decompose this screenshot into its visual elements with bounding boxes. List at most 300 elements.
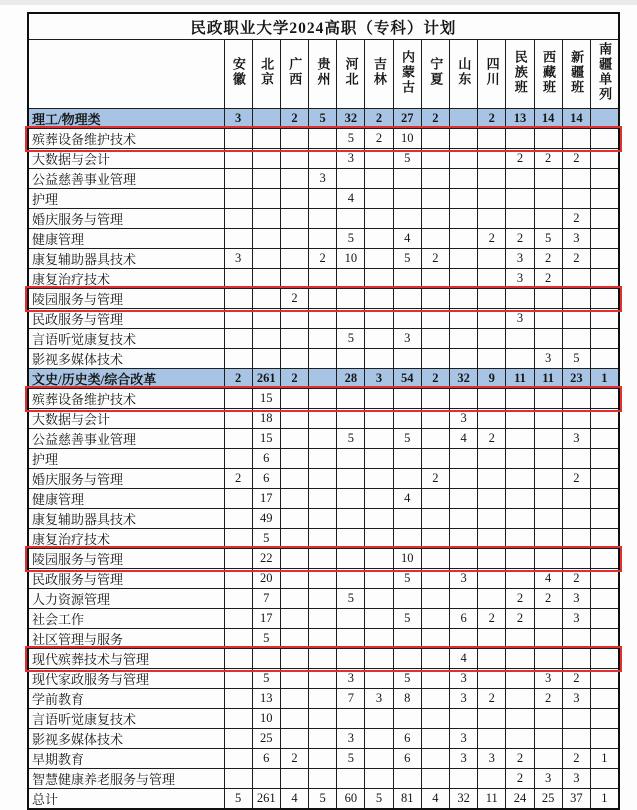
title-row [28, 13, 619, 40]
value-cell [309, 529, 337, 549]
value-cell: 7 [337, 689, 365, 709]
value-cell: 3 [337, 669, 365, 689]
value-cell [421, 289, 449, 309]
value-cell: 8 [393, 689, 421, 709]
value-cell [450, 709, 478, 729]
value-cell [421, 429, 449, 449]
value-cell [450, 449, 478, 469]
value-cell: 5 [365, 789, 393, 810]
value-cell: 5 [393, 669, 421, 689]
value-cell [562, 709, 590, 729]
value-cell [309, 689, 337, 709]
value-cell: 2 [534, 269, 562, 289]
value-cell [393, 389, 421, 409]
value-cell [478, 389, 506, 409]
value-cell: 32 [450, 789, 478, 810]
value-cell: 2 [562, 569, 590, 589]
value-cell [393, 449, 421, 469]
value-cell: 5 [337, 229, 365, 249]
value-cell [506, 449, 534, 469]
major-label: 殡葬设备维护技术 [28, 129, 224, 149]
highlighted-row [28, 549, 619, 569]
value-cell [478, 529, 506, 549]
column-header-label: 内蒙古 [400, 49, 416, 95]
value-cell [280, 469, 308, 489]
value-cell [224, 609, 252, 629]
value-cell [478, 189, 506, 209]
value-cell [421, 349, 449, 369]
value-cell: 15 [252, 389, 280, 409]
value-cell [506, 189, 534, 209]
value-cell [393, 649, 421, 669]
value-cell: 3 [450, 689, 478, 709]
value-cell [337, 629, 365, 649]
value-cell [421, 409, 449, 429]
value-cell [337, 449, 365, 469]
value-cell [590, 289, 618, 309]
value-cell: 13 [252, 689, 280, 709]
section-row [28, 369, 619, 389]
value-cell: 3 [534, 669, 562, 689]
value-cell [337, 209, 365, 229]
value-cell [224, 169, 252, 189]
column-header-label: 四川 [484, 57, 500, 87]
value-cell: 5 [252, 669, 280, 689]
value-cell: 1 [590, 369, 618, 389]
value-cell: 5 [534, 229, 562, 249]
value-cell: 2 [224, 469, 252, 489]
value-cell [421, 329, 449, 349]
value-cell [421, 189, 449, 209]
value-cell: 5 [562, 349, 590, 369]
table-row [28, 629, 619, 649]
value-cell [450, 769, 478, 789]
value-cell [478, 289, 506, 309]
value-cell [365, 329, 393, 349]
value-cell [393, 349, 421, 369]
value-cell: 10 [393, 129, 421, 149]
value-cell: 13 [506, 109, 534, 129]
value-cell [309, 669, 337, 689]
value-cell: 11 [506, 369, 534, 389]
value-cell: 27 [393, 109, 421, 129]
value-cell [478, 709, 506, 729]
value-cell [506, 489, 534, 509]
value-cell [506, 389, 534, 409]
value-cell [421, 709, 449, 729]
section-row [28, 109, 619, 129]
column-header-label: 贵州 [315, 57, 331, 87]
value-cell [309, 489, 337, 509]
value-cell [478, 349, 506, 369]
highlighted-row [28, 289, 619, 309]
value-cell [450, 509, 478, 529]
column-header [224, 40, 252, 109]
value-cell [421, 509, 449, 529]
value-cell [224, 649, 252, 669]
value-cell [280, 669, 308, 689]
value-cell [534, 529, 562, 549]
value-cell [365, 589, 393, 609]
value-cell [365, 269, 393, 289]
table-row [28, 429, 619, 449]
value-cell [421, 769, 449, 789]
value-cell: 18 [252, 409, 280, 429]
value-cell [421, 549, 449, 569]
value-cell [450, 169, 478, 189]
value-cell [478, 649, 506, 669]
value-cell [590, 349, 618, 369]
value-cell: 5 [252, 629, 280, 649]
value-cell [478, 769, 506, 789]
highlighted-row [28, 129, 619, 149]
value-cell [280, 449, 308, 469]
value-cell [309, 449, 337, 469]
table-row [28, 689, 619, 709]
value-cell [309, 629, 337, 649]
value-cell [224, 209, 252, 229]
value-cell: 2 [506, 589, 534, 609]
value-cell [393, 529, 421, 549]
table-row [28, 749, 619, 769]
value-cell [252, 769, 280, 789]
value-cell [562, 309, 590, 329]
column-header-label: 山东 [456, 57, 472, 87]
value-cell: 2 [478, 109, 506, 129]
value-cell [590, 609, 618, 629]
value-cell [309, 349, 337, 369]
value-cell [562, 389, 590, 409]
value-cell [534, 609, 562, 629]
value-cell [506, 569, 534, 589]
value-cell [506, 649, 534, 669]
value-cell [224, 709, 252, 729]
value-cell [337, 709, 365, 729]
value-cell [534, 709, 562, 729]
value-cell [421, 489, 449, 509]
value-cell [365, 509, 393, 529]
value-cell: 3 [365, 369, 393, 389]
value-cell: 32 [337, 109, 365, 129]
value-cell: 4 [450, 429, 478, 449]
value-cell [421, 169, 449, 189]
column-header-label: 吉林 [371, 57, 387, 87]
value-cell [393, 709, 421, 729]
value-cell [393, 289, 421, 309]
value-cell: 1 [590, 789, 618, 810]
table-row [28, 569, 619, 589]
value-cell: 2 [280, 369, 308, 389]
table-row [28, 269, 619, 289]
value-cell: 2 [506, 749, 534, 769]
value-cell [309, 409, 337, 429]
value-cell [309, 389, 337, 409]
value-cell [534, 749, 562, 769]
value-cell [280, 569, 308, 589]
value-cell [478, 669, 506, 689]
major-label: 健康管理 [28, 489, 224, 509]
value-cell: 2 [280, 109, 308, 129]
value-cell [506, 709, 534, 729]
table-row [28, 589, 619, 609]
value-cell [506, 509, 534, 529]
value-cell [365, 449, 393, 469]
value-cell [478, 149, 506, 169]
value-cell [450, 529, 478, 549]
value-cell [590, 449, 618, 469]
value-cell [590, 129, 618, 149]
value-cell [590, 709, 618, 729]
value-cell [224, 129, 252, 149]
table-row [28, 449, 619, 469]
table-row [28, 509, 619, 529]
value-cell [309, 289, 337, 309]
value-cell [506, 409, 534, 429]
value-cell [252, 309, 280, 329]
value-cell [309, 589, 337, 609]
value-cell [590, 309, 618, 329]
value-cell [280, 649, 308, 669]
value-cell [393, 629, 421, 649]
value-cell: 3 [562, 589, 590, 609]
value-cell [506, 209, 534, 229]
value-cell: 4 [421, 789, 449, 810]
value-cell [421, 589, 449, 609]
major-label: 民政服务与管理 [28, 569, 224, 589]
value-cell [562, 509, 590, 529]
value-cell [337, 389, 365, 409]
value-cell [280, 589, 308, 609]
major-label: 婚庆服务与管理 [28, 209, 224, 229]
value-cell [534, 129, 562, 149]
value-cell [450, 249, 478, 269]
value-cell [280, 629, 308, 649]
table-row [28, 709, 619, 729]
value-cell [337, 509, 365, 529]
value-cell [365, 649, 393, 669]
major-label: 殡葬设备维护技术 [28, 389, 224, 409]
table-row [28, 249, 619, 269]
value-cell: 14 [534, 109, 562, 129]
table-row [28, 489, 619, 509]
value-cell [562, 329, 590, 349]
value-cell: 2 [478, 229, 506, 249]
value-cell [280, 189, 308, 209]
value-cell: 3 [562, 769, 590, 789]
value-cell: 3 [450, 749, 478, 769]
value-cell [280, 709, 308, 729]
column-header-label: 南疆单列 [597, 42, 613, 102]
value-cell: 5 [393, 249, 421, 269]
value-cell: 5 [337, 129, 365, 149]
value-cell [421, 689, 449, 709]
major-label: 大数据与会计 [28, 149, 224, 169]
major-label: 陵园服务与管理 [28, 549, 224, 569]
value-cell [224, 329, 252, 349]
major-label: 智慧健康养老服务与管理 [28, 769, 224, 789]
value-cell: 11 [534, 369, 562, 389]
value-cell [365, 409, 393, 429]
major-label: 公益慈善事业管理 [28, 169, 224, 189]
table-row [28, 529, 619, 549]
value-cell: 3 [506, 269, 534, 289]
value-cell [450, 349, 478, 369]
value-cell [450, 489, 478, 509]
value-cell [478, 549, 506, 569]
value-cell: 5 [337, 329, 365, 349]
value-cell [478, 409, 506, 429]
table-row [28, 309, 619, 329]
value-cell: 4 [450, 649, 478, 669]
value-cell: 2 [365, 129, 393, 149]
value-cell [337, 489, 365, 509]
empty-corner-cell [28, 40, 224, 109]
major-label: 人力资源管理 [28, 589, 224, 609]
value-cell: 5 [393, 569, 421, 589]
value-cell: 6 [393, 749, 421, 769]
value-cell [224, 149, 252, 169]
value-cell [309, 329, 337, 349]
value-cell: 49 [252, 509, 280, 529]
value-cell: 2 [421, 109, 449, 129]
table-row [28, 149, 619, 169]
value-cell [337, 769, 365, 789]
value-cell [252, 149, 280, 169]
value-cell [224, 389, 252, 409]
value-cell [224, 429, 252, 449]
column-header [421, 40, 449, 109]
value-cell: 3 [562, 429, 590, 449]
value-cell [590, 649, 618, 669]
value-cell [252, 269, 280, 289]
column-header [337, 40, 365, 109]
value-cell [450, 469, 478, 489]
value-cell [337, 169, 365, 189]
value-cell [534, 209, 562, 229]
value-cell [224, 289, 252, 309]
value-cell [562, 189, 590, 209]
value-cell [393, 469, 421, 489]
value-cell [224, 269, 252, 289]
value-cell: 15 [252, 429, 280, 449]
value-cell [534, 329, 562, 349]
value-cell [450, 149, 478, 169]
major-label: 早期教育 [28, 749, 224, 769]
value-cell [562, 649, 590, 669]
value-cell [224, 689, 252, 709]
value-cell [450, 109, 478, 129]
value-cell [224, 569, 252, 589]
value-cell [365, 229, 393, 249]
value-cell [365, 489, 393, 509]
value-cell: 3 [506, 249, 534, 269]
value-cell [478, 329, 506, 349]
value-cell: 2 [421, 369, 449, 389]
value-cell: 3 [393, 329, 421, 349]
table-row [28, 189, 619, 209]
value-cell [309, 469, 337, 489]
value-cell: 10 [252, 709, 280, 729]
value-cell [309, 769, 337, 789]
value-cell: 2 [562, 749, 590, 769]
value-cell [365, 189, 393, 209]
column-header [478, 40, 506, 109]
value-cell [252, 649, 280, 669]
value-cell: 3 [478, 749, 506, 769]
value-cell [393, 269, 421, 289]
value-cell [224, 749, 252, 769]
value-cell [590, 409, 618, 429]
value-cell [421, 669, 449, 689]
value-cell: 25 [252, 729, 280, 749]
value-cell [506, 429, 534, 449]
value-cell: 5 [393, 149, 421, 169]
value-cell: 2 [562, 469, 590, 489]
value-cell [590, 529, 618, 549]
value-cell [252, 329, 280, 349]
value-cell [534, 509, 562, 529]
major-label: 康复辅助器具技术 [28, 249, 224, 269]
value-cell [450, 589, 478, 609]
value-cell [590, 109, 618, 129]
major-label: 言语听觉康复技术 [28, 709, 224, 729]
value-cell [224, 189, 252, 209]
value-cell [280, 169, 308, 189]
value-cell [562, 489, 590, 509]
column-header-label: 广西 [287, 57, 303, 87]
value-cell: 17 [252, 489, 280, 509]
value-cell: 11 [478, 789, 506, 810]
value-cell [450, 129, 478, 149]
value-cell [280, 389, 308, 409]
value-cell [450, 289, 478, 309]
value-cell: 5 [224, 789, 252, 810]
value-cell [590, 569, 618, 589]
value-cell: 4 [393, 489, 421, 509]
value-cell [309, 189, 337, 209]
value-cell [421, 529, 449, 549]
value-cell [280, 509, 308, 529]
value-cell [252, 189, 280, 209]
value-cell [337, 609, 365, 629]
value-cell: 22 [252, 549, 280, 569]
value-cell: 5 [393, 609, 421, 629]
value-cell: 6 [393, 729, 421, 749]
column-header [506, 40, 534, 109]
value-cell [534, 649, 562, 669]
value-cell: 32 [450, 369, 478, 389]
column-header [365, 40, 393, 109]
value-cell [365, 669, 393, 689]
table-row [28, 469, 619, 489]
value-cell [478, 449, 506, 469]
value-cell [450, 229, 478, 249]
value-cell [309, 609, 337, 629]
value-cell: 2 [562, 669, 590, 689]
column-header [393, 40, 421, 109]
value-cell [280, 429, 308, 449]
value-cell [450, 389, 478, 409]
value-cell [280, 689, 308, 709]
value-cell: 2 [478, 689, 506, 709]
value-cell [478, 169, 506, 189]
value-cell: 20 [252, 569, 280, 589]
value-cell [450, 629, 478, 649]
column-header-label: 宁夏 [428, 57, 444, 87]
value-cell [506, 169, 534, 189]
value-cell [590, 509, 618, 529]
value-cell [590, 629, 618, 649]
